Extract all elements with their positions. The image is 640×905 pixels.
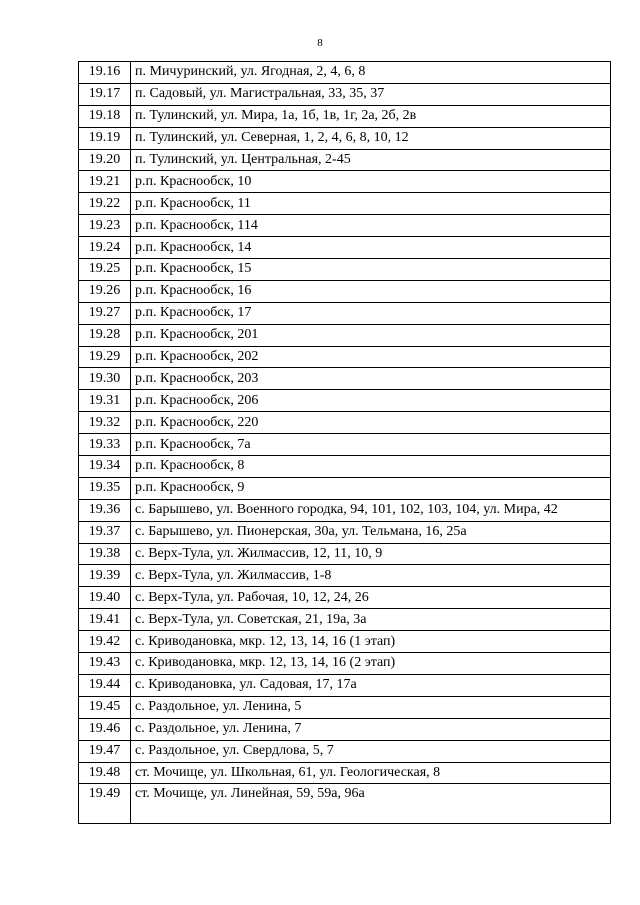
row-number: 19.38 <box>88 546 121 562</box>
row-number-cell <box>79 674 131 696</box>
address-text: п. Мичуринский, ул. Ягодная, 2, 4, 6, 8 <box>135 64 366 80</box>
row-number-cell <box>79 215 131 237</box>
address-text: с. Верх-Тула, ул. Жилмассив, 12, 11, 10, 9 <box>135 546 383 562</box>
address-text: р.п. Краснообск, 8 <box>135 458 245 474</box>
address-cell <box>131 302 611 324</box>
address-text: п. Садовый, ул. Магистральная, 33, 35, 37 <box>135 86 385 102</box>
row-number-cell <box>79 62 131 84</box>
row-number: 19.29 <box>88 349 121 365</box>
table-row <box>79 456 611 478</box>
address-text: р.п. Краснообск, 14 <box>135 239 252 255</box>
address-cell <box>131 740 611 762</box>
address-cell <box>131 696 611 718</box>
row-number: 19.47 <box>88 743 121 759</box>
table-row <box>79 390 611 412</box>
address-text: р.п. Краснообск, 11 <box>135 195 251 211</box>
address-cell <box>131 237 611 259</box>
row-number-cell <box>79 653 131 675</box>
row-number: 19.17 <box>88 86 121 102</box>
table-row <box>79 302 611 324</box>
address-cell <box>131 674 611 696</box>
address-cell <box>131 346 611 368</box>
table-row <box>79 543 611 565</box>
row-number: 19.37 <box>88 524 121 540</box>
row-number: 19.26 <box>88 283 121 299</box>
address-cell <box>131 456 611 478</box>
address-text: ст. Мочище, ул. Линейная, 59, 59а, 96а <box>135 786 365 802</box>
address-cell <box>131 280 611 302</box>
row-number-cell <box>79 83 131 105</box>
row-number: 19.45 <box>88 699 121 715</box>
address-cell <box>131 390 611 412</box>
address-cell <box>131 368 611 390</box>
row-number-cell <box>79 193 131 215</box>
row-number-cell <box>79 784 131 824</box>
row-number: 19.35 <box>88 480 121 496</box>
row-number-cell <box>79 368 131 390</box>
table-row <box>79 718 611 740</box>
address-cell <box>131 324 611 346</box>
table-row <box>79 784 611 824</box>
table-row <box>79 62 611 84</box>
table-row <box>79 587 611 609</box>
table-row <box>79 149 611 171</box>
address-text: с. Криводановка, мкр. 12, 13, 14, 16 (1 этап) <box>135 633 396 649</box>
address-cell <box>131 784 611 824</box>
row-number: 19.43 <box>88 655 121 671</box>
address-text: п. Тулинский, ул. Северная, 1, 2, 4, 6, 8, 10, 12 <box>135 130 409 146</box>
row-number: 19.16 <box>88 64 121 80</box>
address-text: р.п. Краснообск, 203 <box>135 370 259 386</box>
table-row <box>79 521 611 543</box>
row-number: 19.19 <box>88 130 121 146</box>
row-number-cell <box>79 718 131 740</box>
address-text: р.п. Краснообск, 7а <box>135 436 251 452</box>
address-text: с. Раздольное, ул. Ленина, 7 <box>135 721 302 737</box>
row-number-cell <box>79 346 131 368</box>
address-text: р.п. Краснообск, 201 <box>135 327 259 343</box>
table-row <box>79 653 611 675</box>
row-number-cell <box>79 521 131 543</box>
row-number: 19.44 <box>88 677 121 693</box>
address-cell <box>131 171 611 193</box>
table-row <box>79 324 611 346</box>
row-number: 19.48 <box>88 764 121 780</box>
row-number-cell <box>79 543 131 565</box>
table-row <box>79 127 611 149</box>
row-number-cell <box>79 237 131 259</box>
address-cell <box>131 215 611 237</box>
row-number: 19.27 <box>88 305 121 321</box>
address-cell <box>131 762 611 784</box>
row-number-cell <box>79 762 131 784</box>
address-cell <box>131 543 611 565</box>
address-cell <box>131 105 611 127</box>
row-number: 19.39 <box>88 567 121 583</box>
address-cell <box>131 609 611 631</box>
row-number-cell <box>79 565 131 587</box>
address-cell <box>131 127 611 149</box>
row-number-cell <box>79 302 131 324</box>
row-number-cell <box>79 171 131 193</box>
row-number: 19.46 <box>88 721 121 737</box>
row-number-cell <box>79 477 131 499</box>
address-text: р.п. Краснообск, 114 <box>135 217 258 233</box>
address-cell <box>131 83 611 105</box>
table-row <box>79 565 611 587</box>
address-cell <box>131 631 611 653</box>
table-row <box>79 105 611 127</box>
row-number: 19.36 <box>88 502 121 518</box>
table-row <box>79 346 611 368</box>
table-row <box>79 477 611 499</box>
address-text: с. Барышево, ул. Пионерская, 30а, ул. Тельмана, 16, 25а <box>135 524 467 540</box>
address-cell <box>131 193 611 215</box>
address-cell <box>131 149 611 171</box>
address-cell <box>131 412 611 434</box>
row-number-cell <box>79 259 131 281</box>
address-text: р.п. Краснообск, 17 <box>135 305 252 321</box>
row-number: 19.22 <box>88 195 121 211</box>
address-text: ст. Мочище, ул. Школьная, 61, ул. Геологическая, 8 <box>135 764 441 780</box>
table-row <box>79 434 611 456</box>
address-cell <box>131 521 611 543</box>
row-number: 19.30 <box>88 370 121 386</box>
row-number-cell <box>79 412 131 434</box>
table-row <box>79 193 611 215</box>
row-number: 19.49 <box>88 786 121 802</box>
row-number: 19.41 <box>88 611 121 627</box>
address-text: с. Верх-Тула, ул. Жилмассив, 1-8 <box>135 567 332 583</box>
address-text: с. Раздольное, ул. Свердлова, 5, 7 <box>135 743 334 759</box>
row-number: 19.23 <box>88 217 121 233</box>
row-number-cell <box>79 456 131 478</box>
row-number: 19.18 <box>88 108 121 124</box>
row-number-cell <box>79 127 131 149</box>
address-text: с. Верх-Тула, ул. Рабочая, 10, 12, 24, 26 <box>135 589 369 605</box>
table-row <box>79 368 611 390</box>
address-cell <box>131 477 611 499</box>
address-text: р.п. Краснообск, 16 <box>135 283 252 299</box>
table-row <box>79 674 611 696</box>
table-row <box>79 762 611 784</box>
table-row <box>79 696 611 718</box>
address-cell <box>131 62 611 84</box>
table-row <box>79 237 611 259</box>
address-text: р.п. Краснообск, 15 <box>135 261 252 277</box>
address-cell <box>131 565 611 587</box>
page-number: 8 <box>317 37 323 49</box>
address-cell <box>131 259 611 281</box>
row-number: 19.32 <box>88 414 121 430</box>
address-cell <box>131 653 611 675</box>
table-row <box>79 259 611 281</box>
row-number-cell <box>79 280 131 302</box>
row-number-cell <box>79 631 131 653</box>
table-row <box>79 740 611 762</box>
address-table-body <box>79 62 611 824</box>
table-row <box>79 171 611 193</box>
table-row <box>79 499 611 521</box>
row-number-cell <box>79 390 131 412</box>
table-row <box>79 609 611 631</box>
address-text: р.п. Краснообск, 220 <box>135 414 259 430</box>
address-cell <box>131 587 611 609</box>
table-row <box>79 215 611 237</box>
row-number-cell <box>79 105 131 127</box>
address-cell <box>131 718 611 740</box>
table-row <box>79 631 611 653</box>
table-row <box>79 83 611 105</box>
row-number: 19.25 <box>88 261 121 277</box>
address-text: п. Тулинский, ул. Центральная, 2-45 <box>135 152 351 167</box>
row-number: 19.21 <box>88 173 121 189</box>
row-number-cell <box>79 149 131 171</box>
address-text: с. Криводановка, мкр. 12, 13, 14, 16 (2 этап) <box>135 655 396 671</box>
row-number-cell <box>79 696 131 718</box>
address-text: с. Барышево, ул. Военного городка, 94, 101, 102, 103, 104, ул. Мира, 42 <box>135 502 558 518</box>
row-number: 19.42 <box>88 633 121 649</box>
address-text: с. Раздольное, ул. Ленина, 5 <box>135 699 302 715</box>
address-text: с. Криводановка, ул. Садовая, 17, 17а <box>135 677 357 693</box>
address-text: с. Верх-Тула, ул. Советская, 21, 19а, 3а <box>135 611 367 627</box>
row-number: 19.40 <box>88 589 121 605</box>
row-number-cell <box>79 324 131 346</box>
row-number: 19.28 <box>88 327 121 343</box>
row-number: 19.31 <box>88 392 121 408</box>
address-text: р.п. Краснообск, 206 <box>135 392 259 408</box>
row-number: 19.20 <box>88 152 121 167</box>
table-row <box>79 280 611 302</box>
row-number: 19.33 <box>88 436 121 452</box>
address-cell <box>131 434 611 456</box>
address-text: р.п. Краснообск, 9 <box>135 480 245 496</box>
address-text: р.п. Краснообск, 202 <box>135 349 259 365</box>
address-table <box>78 61 611 824</box>
address-text: п. Тулинский, ул. Мира, 1а, 1б, 1в, 1г, 2а, 2б, 2в <box>135 108 417 124</box>
address-cell <box>131 499 611 521</box>
row-number-cell <box>79 499 131 521</box>
address-text: р.п. Краснообск, 10 <box>135 173 252 189</box>
row-number: 19.34 <box>88 458 121 474</box>
row-number-cell <box>79 434 131 456</box>
row-number: 19.24 <box>88 239 121 255</box>
row-number-cell <box>79 587 131 609</box>
row-number-cell <box>79 609 131 631</box>
row-number-cell <box>79 740 131 762</box>
table-row <box>79 412 611 434</box>
